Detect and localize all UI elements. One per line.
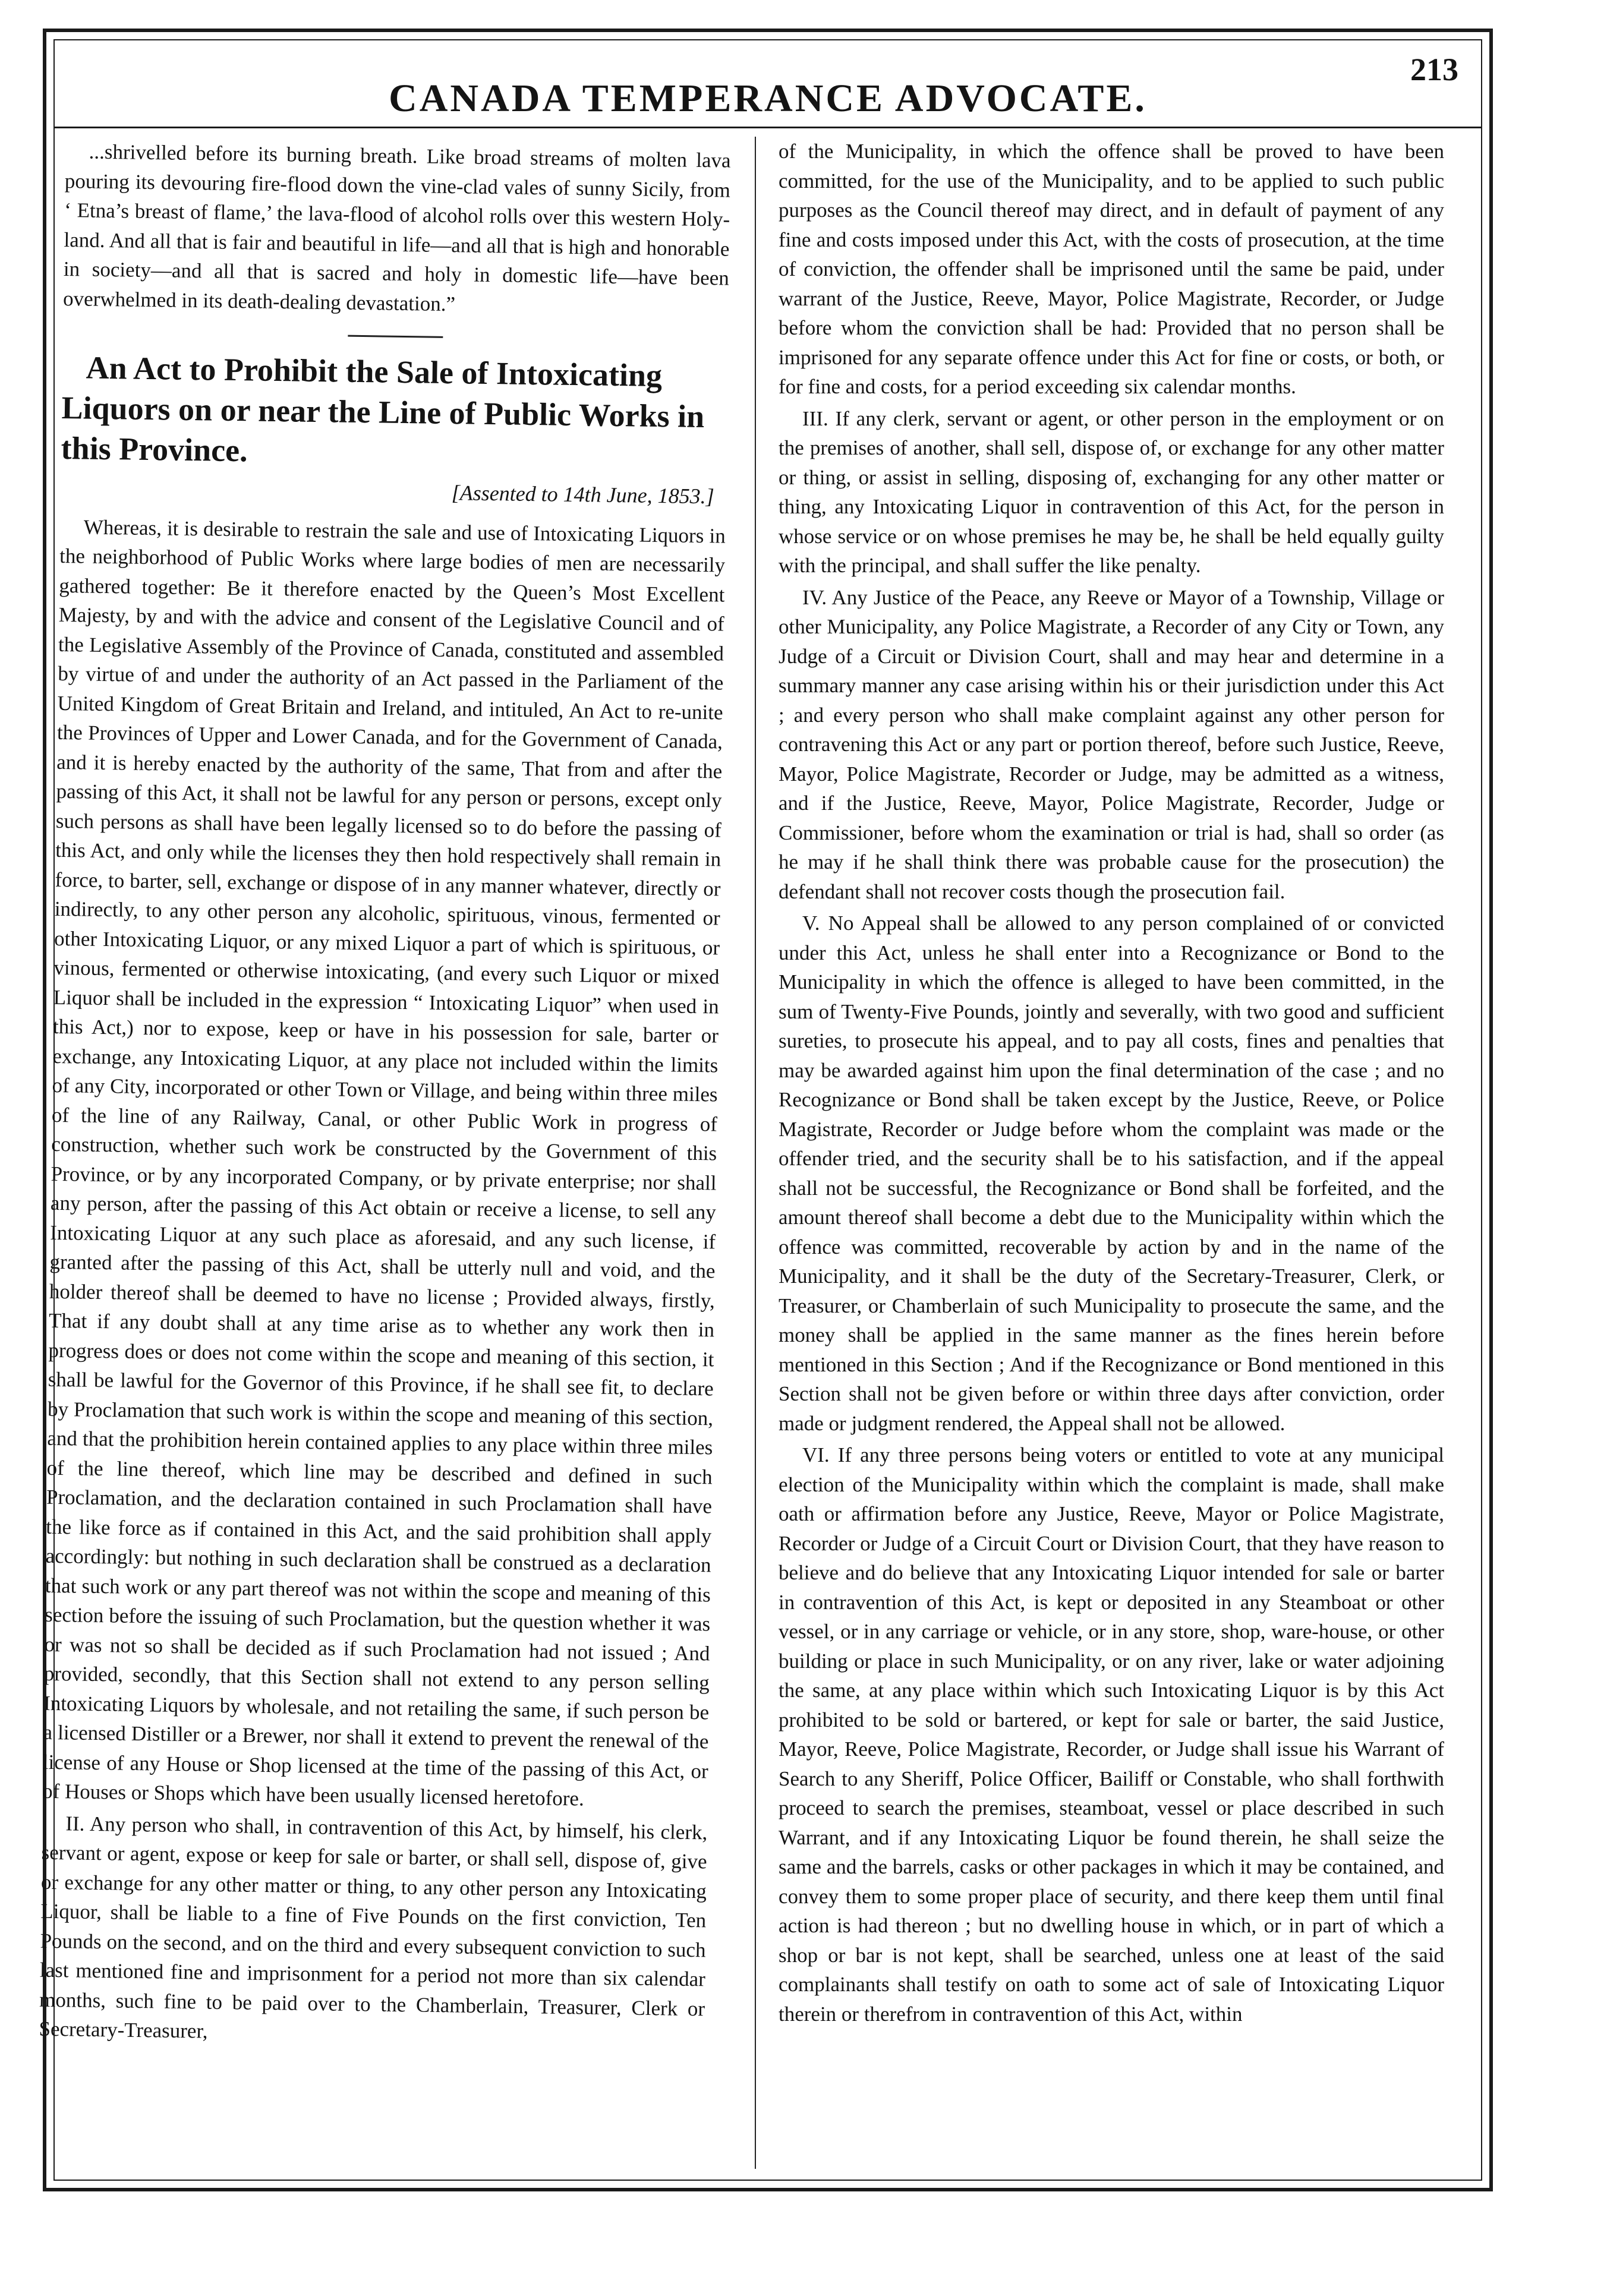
act-section-6: VI. If any three persons being voters or entitled to vote at any municipal election of the Municipality within which the complaint is made, shall make oath or affirmation before any Justice, Reeve, Mayor or Police Magistrate, Recorder or Judge of a Circuit Court or Division Court, that they have reason to believe and do believe that any Intoxicating Liquor intended for sale or barter in contravention of this Act, is kept or deposited in any Steamboat or other vessel, or in any carriage or vehicle, or in any store, shop, ware-house, or other building or place in such Municipality, or on any river, lake or water adjoining the same, at any place within which such Intoxicating Liquor is by this Act prohibited to be sold or bartered, or kept for sale or barter, the said Justice, Mayor, Reeve, Police Magistrate, Recorder, or Judge shall issue his Warrant of Search to any Sheriff, Police Officer, Bailiff or Constable, who shall forthwith proceed to search the premises, steamboat, vessel or place described in such Warrant, and if any Intoxicating Liquor be found therein, he shall seize the same and the barrels, casks or other packages in which it may be contained, and convey them to some proper place of security, and there keep them until final action is had thereon ; but no dwelling house in which, or in part of which a shop or bar is not kept, shall be searched, unless one at least of the said complainants shall testify on oath to some act of sale of Intoxicating Liquor therein or therefrom in contravention of this Act, within: [779, 1443, 1444, 2026]
act-title: An Act to Prohibit the Sale of Intoxicating Liquors on or near the Line of Public Works in this Province.: [61, 349, 705, 469]
act-section-5: V. No Appeal shall be allowed to any person complained of or convicted under this Act, unless he shall enter into a Recognizance or Bond to the Municipality in which the offence is alleged to have been committed, in the sum of Twenty-Five Pounds, jointly and severally, with two good and sufficient sureties, to prosecute his appeal, and to pay all costs, fines and penalties that may be awarded against him upon the final determination of the case ; and no Recognizance or Bond shall be taken except by the Justice, Reeve, or Police Magistrate, Recorder or Judge before whom the complaint was made or the offender tried, and the security shall be to his satisfaction, and if the appeal shall not be successful, the Recognizance or Bond shall be forfeited, and the amount thereof shall become a debt due to the Municipality within which the offence was committed, recoverable by action by and in the name of the Municipality, and it shall be the duty of the Secretary-Treasurer, Clerk, or Treasurer, or Chamberlain of such Municipality to prosecute the same, and the money shall be applied in the same manner as the fines herein before mentioned in this Section ; And if the Recognizance or Bond mentioned in this Section shall not be given before or within three days after conviction, order made or judgment rendered, the Appeal shall not be allowed.: [779, 912, 1444, 1435]
act-section-2: II. Any person who shall, in contravention of this Act, by himself, his clerk, servant or agent, expose or keep for sale or barter, or shall sell, dispose of, give or exchange for any other matter or thing, to any other person any Intoxicating Liquor, shall be liable to a fine of Five Pounds on the first conviction, Ten Pounds on the second, and on the third and every subsequent conviction to such last mentioned fine and imprisonment for a period not more than six calendar months, such fine to be paid over to the Chamberlain, Treasurer, Clerk or Secretary-Treasurer,: [39, 1811, 708, 2043]
assent-date: [Assented to 14th June, 1853.]: [451, 481, 714, 509]
section-rule: [348, 335, 443, 338]
right-column: [779, 137, 1444, 2169]
opening-quote: ...shrivelled before its burning breath. Like broad streams of molten lava pouring its devouring fire-flood down the vine-clad vales of sunny Sicily, from ‘ Etna’s breast of flame,’ the lava-flood of alcohol rolls over this western Holy-land. And all that is fair and beautiful in life—and all that is high and honorable in society—and all that is sacred and holy in domestic life—have been overwhelmed in its death-dealing devastation.”: [62, 140, 731, 316]
act-section-3: III. If any clerk, servant or agent, or other person in the employment or on the premises of another, shall sell, dispose of, or exchange for any other matter or thing, or assist in selling, disposing of, exchanging for any other matter or thing, any Intoxicating Liquor in contravention of this Act, for the person in whose service or on whose premises he may be, he shall be held equally guilty with the principal, and shall suffer the like penalty.: [779, 406, 1444, 577]
act-section-4: IV. Any Justice of the Peace, any Reeve or Mayor of a Township, Village or other Municipality, any Police Magistrate, a Recorder of any City or Town, any Judge of a Circuit or Division Court, shall and may hear and determine in a summary manner any case arising within his or their jurisdiction under this Act ; and every person who shall make complaint against any other person for contravening this Act or any part or portion thereof, before such Justice, Reeve, Mayor, Police Magistrate, Recorder or Judge, may be admitted as a witness, and if the Justice, Reeve, Mayor, Police Magistrate, Recorder, Judge or Commissioner, before whom the examination or trial is had, shall so order (as he may if he shall think there was probable cause for the prosecution) the defendant shall not recover costs though the prosecution fail.: [779, 585, 1444, 903]
act-preamble: Whereas, it is desirable to restrain the sale and use of Intoxicating Liquors in the neighborhood of Public Works where large bodies of men are necessarily gathered together: Be it therefore enacted by the Queen’s Most Excellent Majesty, by and with the advice and consent of the Legislative Council and of the Legislative Assembly of the Province of Canada, constituted and assembled by virtue of and under the authority of an Act passed in the Parliament of the United Kingdom of Great Britain and Ireland, and intituled, An Act to re-unite the Provinces of Upper and Lower Canada, and for the Government of Canada, and it is hereby enacted by the authority of the same, That from and after the passing of this Act, it shall not be lawful for any person or persons, except only such persons as shall have been legally licensed so to do before the passing of this Act, and only while the licenses they then hold respectively shall remain in force, to barter, sell, exchange or dispose of in any manner whatever, directly or indirectly, to any other person any alcoholic, spirituous, vinous, fermented or other Intoxicating Liquor, or any mixed Liquor a part of which is spirituous, or vinous, fermented or otherwise intoxicating, (and every such Liquor or mixed Liquor shall be included in the expression “ Intoxicating Liquor” when used in this Act,) nor to expose, keep or have in his possession for sale, barter or exchange, any Intoxicating Liquor, at any place not included within the limits of any City, incorporated or other Town or Village, and being within three miles of the line of any Railway, Canal, or other Public Work in progress of construction, whether such work be constructed by the Government of this Province, or by any incorporated Company, or by private enterprise; nor shall any person, after the passing of this Act obtain or receive a license, to sell any Intoxicating Liquor at any such place as aforesaid, and any such license, if granted after the passing of this Act, shall be utterly null and void, and the holder thereof shall be deemed to have no license ; Provided always, firstly, That if any doubt shall at any time arise as to whether any work then in progress does or does not come within the scope and meaning of this section, it shall be lawful for the Governor of this Province, if he shall see fit, to declare by Proclamation that such work is within the scope and meaning of this section, and that the prohibition herein contained applies to any place within three miles of the line thereof, which line may be described and defined in such Proclamation, and the declaration contained in such Proclamation shall have the like force as if contained in this Act, and the said prohibition shall apply accordingly: but nothing in such declaration shall be construed as a declaration that such work or any part thereof was not within the scope and meaning of this section before the issuing of such Proclamation, but the question whether it was or was not so shall be decided as if such Proclamation had not issued ; And provided, secondly, that this Section shall not extend to any person selling Intoxicating Liquors by wholesale, and not retailing the same, if such person be a licensed Distiller or a Brewer, nor shall it extend to prevent the renewal of the license of any House or Shop licensed at the time of the passing of this Act, or of Houses or Shops which have been usually licensed heretofore.: [42, 515, 726, 1811]
column-divider: [755, 137, 756, 2169]
left-column: [37, 137, 731, 2178]
publication-title: CANADA TEMPERANCE ADVOCATE.: [389, 77, 1147, 120]
page-number: 213: [1410, 52, 1458, 87]
page-header: [53, 39, 1482, 128]
section-2-continuation: of the Municipality, in which the offence shall be proved to have been committed, for the use of the Municipality, and to be applied to such public purposes as the Council thereof may direct, and in default of payment of any fine and costs imposed under this Act, with the costs of prosecution, at the time of conviction, the offender shall be imprisoned until the same be paid, under warrant of the Justice, Reeve, Mayor, Police Magistrate, Recorder, or Judge before whom the conviction shall be had: Provided that no person shall be imprisoned for any separate offence under this Act for fine or costs, or both, or for fine and costs, for a period exceeding six calendar months.: [779, 140, 1444, 398]
